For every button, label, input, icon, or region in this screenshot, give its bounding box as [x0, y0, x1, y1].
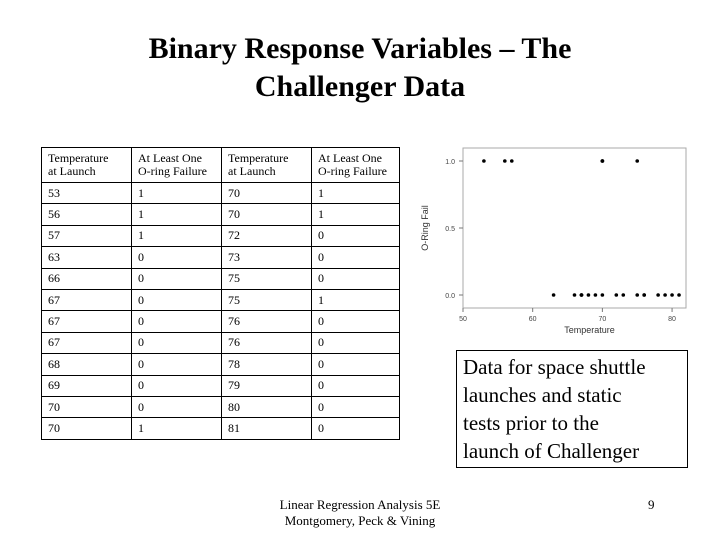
table-cell: 0 — [132, 311, 222, 332]
table-row — [42, 268, 400, 289]
x-axis-label: Temperature — [564, 325, 615, 335]
table-cell: 0 — [312, 268, 400, 289]
title-line-1: Binary Response Variables – The — [148, 32, 572, 65]
data-point — [642, 293, 646, 297]
data-point — [580, 293, 584, 297]
x-tick-label: 80 — [668, 316, 676, 323]
table-cell: 1 — [312, 204, 400, 225]
table-cell: 57 — [42, 225, 132, 246]
table-cell: 67 — [42, 289, 132, 310]
data-point — [503, 159, 507, 163]
table-cell: 70 — [42, 418, 132, 439]
y-tick-label: 1.0 — [445, 159, 455, 166]
table-row — [42, 354, 400, 375]
table-cell: 79 — [222, 375, 312, 396]
table-cell: 0 — [312, 332, 400, 353]
data-point — [587, 293, 591, 297]
data-point — [482, 159, 486, 163]
data-point — [670, 293, 674, 297]
table-row — [42, 418, 400, 439]
table-row — [42, 289, 400, 310]
footer-line-2: Montgomery, Peck & Vining — [284, 513, 436, 528]
caption-line: launches and static — [463, 383, 622, 407]
table-row — [42, 204, 400, 225]
table-body — [42, 183, 400, 440]
table-cell: 68 — [42, 354, 132, 375]
caption-line: tests prior to the — [463, 411, 599, 435]
x-tick-label: 50 — [459, 316, 467, 323]
table-row — [42, 247, 400, 268]
table-cell: 0 — [132, 247, 222, 268]
caption-line: launch of Challenger — [463, 439, 640, 463]
data-point — [601, 293, 605, 297]
data-point — [615, 293, 619, 297]
table-row — [42, 332, 400, 353]
slide-title — [0, 30, 720, 106]
table-cell: 0 — [312, 354, 400, 375]
table-cell: 75 — [222, 268, 312, 289]
table-cell: 67 — [42, 332, 132, 353]
table-row — [42, 396, 400, 417]
table-cell: 0 — [132, 332, 222, 353]
header-failure-1: At Least One O-ring Failure — [132, 148, 222, 183]
title-line-2: Challenger Data — [254, 70, 466, 103]
table-cell: 81 — [222, 418, 312, 439]
header-temperature-1: Temperature at Launch — [42, 148, 132, 183]
table-cell: 63 — [42, 247, 132, 268]
table-cell: 1 — [132, 183, 222, 204]
oring-scatter-plot — [408, 143, 698, 338]
table-cell: 70 — [42, 396, 132, 417]
table-cell: 80 — [222, 396, 312, 417]
table-cell: 69 — [42, 375, 132, 396]
table-cell: 0 — [132, 375, 222, 396]
table-cell: 70 — [222, 183, 312, 204]
table-cell: 66 — [42, 268, 132, 289]
table-cell: 67 — [42, 311, 132, 332]
caption-box — [456, 350, 688, 468]
header-failure-2: At Least One O-ring Failure — [312, 148, 400, 183]
footer-citation — [240, 497, 480, 529]
table-header-row — [42, 148, 400, 183]
table-cell: 53 — [42, 183, 132, 204]
table-cell: 76 — [222, 332, 312, 353]
footer-line-1: Linear Regression Analysis 5E — [279, 497, 441, 512]
table-cell: 0 — [132, 354, 222, 375]
data-point — [601, 159, 605, 163]
table-cell: 0 — [132, 268, 222, 289]
table-cell: 1 — [312, 289, 400, 310]
table-cell: 56 — [42, 204, 132, 225]
table-cell: 0 — [312, 311, 400, 332]
table-cell: 78 — [222, 354, 312, 375]
data-point — [635, 159, 639, 163]
table-cell: 76 — [222, 311, 312, 332]
table-cell: 0 — [312, 225, 400, 246]
header-temperature-2: Temperature at Launch — [222, 148, 312, 183]
table-cell: 1 — [132, 225, 222, 246]
x-tick-label: 70 — [598, 316, 607, 323]
table-cell: 0 — [312, 396, 400, 417]
page-number: 9 — [648, 497, 655, 512]
table-cell: 73 — [222, 247, 312, 268]
table-cell: 70 — [222, 204, 312, 225]
table-row — [42, 225, 400, 246]
plot-frame — [463, 148, 686, 308]
table-cell: 75 — [222, 289, 312, 310]
data-point — [573, 293, 577, 297]
y-axis-label: O-Ring Fail — [420, 205, 430, 251]
data-point — [510, 159, 514, 163]
x-tick-label: 60 — [528, 316, 537, 323]
table-row — [42, 311, 400, 332]
table-cell: 0 — [132, 396, 222, 417]
y-tick-label: 0.5 — [445, 226, 455, 233]
caption-line: Data for space shuttle — [463, 355, 646, 379]
table-cell: 72 — [222, 225, 312, 246]
y-tick-label: 0.0 — [445, 293, 455, 300]
table-cell: 0 — [132, 289, 222, 310]
data-point — [656, 293, 660, 297]
data-point — [552, 293, 556, 297]
table-cell: 1 — [132, 418, 222, 439]
table-cell: 1 — [312, 183, 400, 204]
table-cell: 0 — [312, 247, 400, 268]
data-point — [621, 293, 625, 297]
data-point — [677, 293, 681, 297]
data-point — [635, 293, 639, 297]
data-point — [594, 293, 598, 297]
challenger-data-table — [41, 147, 400, 440]
table-row — [42, 183, 400, 204]
table-cell: 1 — [132, 204, 222, 225]
table-cell: 0 — [312, 375, 400, 396]
table-cell: 0 — [312, 418, 400, 439]
data-point — [663, 293, 667, 297]
table-row — [42, 375, 400, 396]
